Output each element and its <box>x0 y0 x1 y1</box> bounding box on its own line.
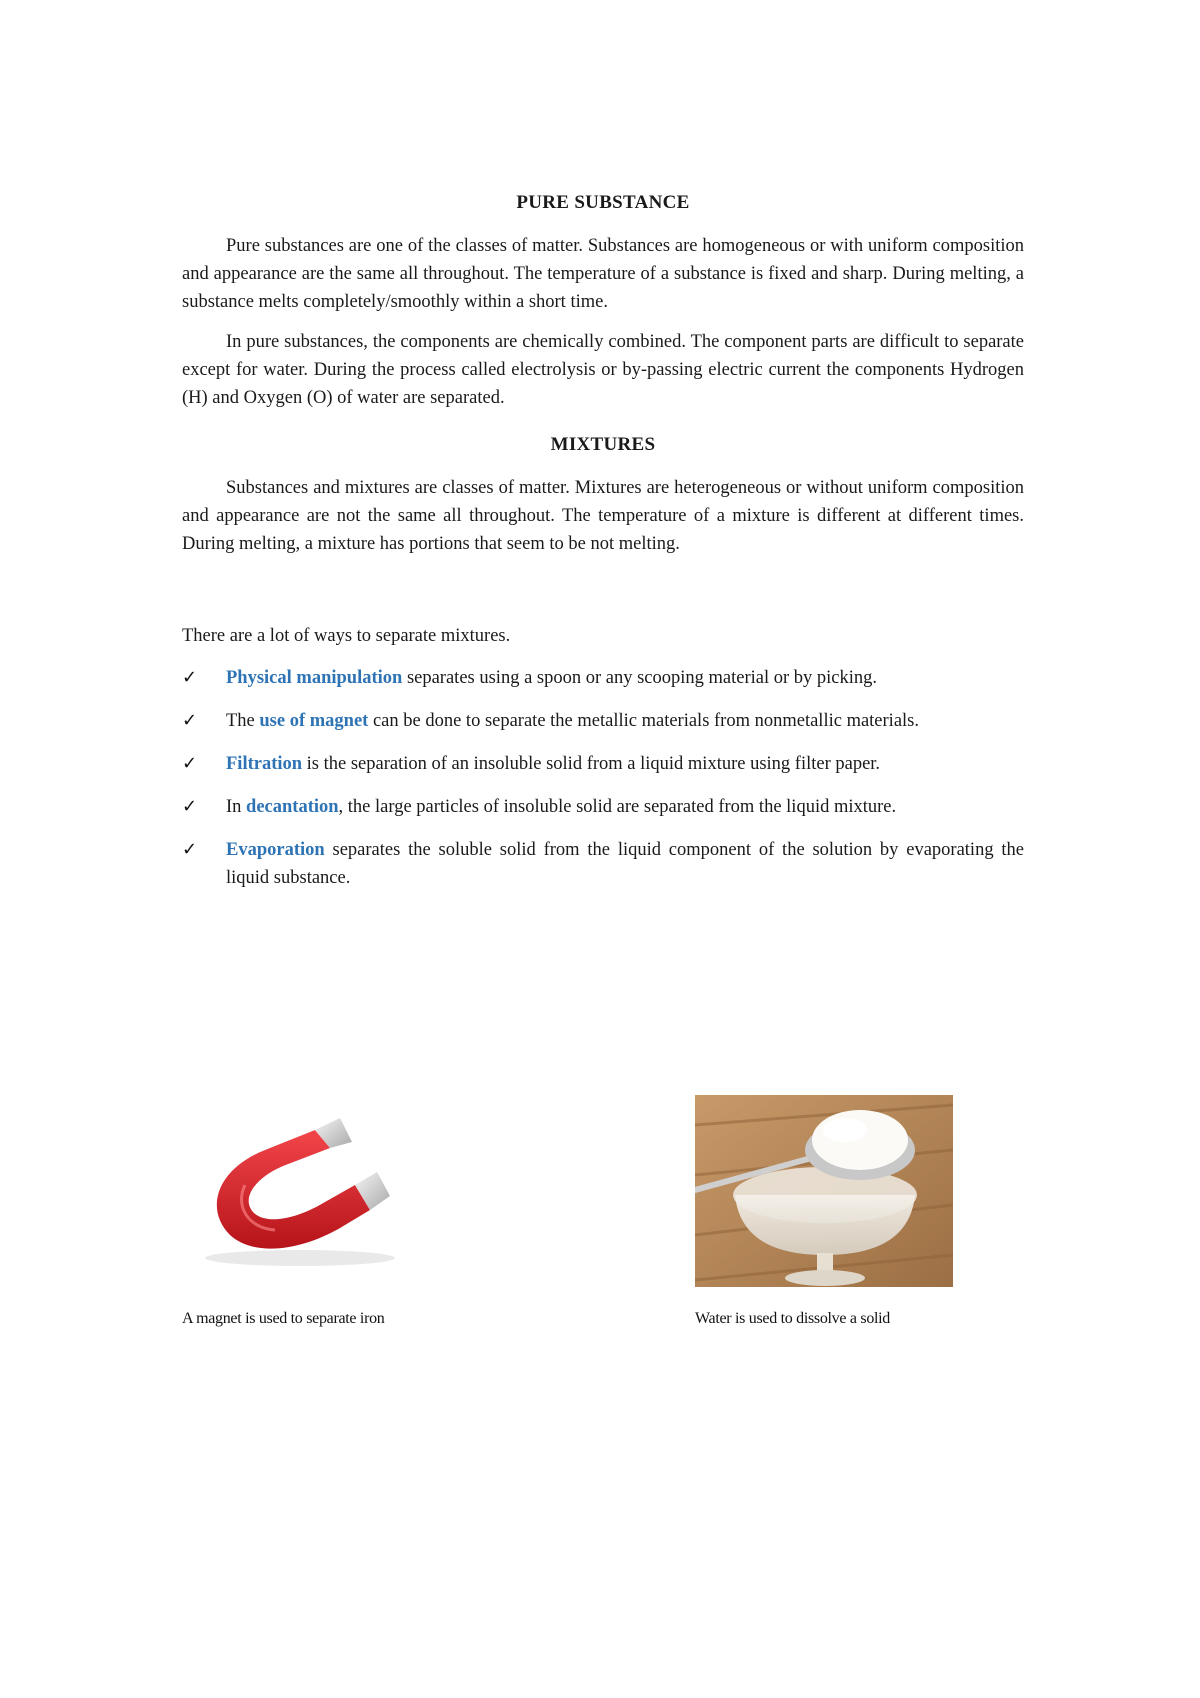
magnet-caption: A magnet is used to separate iron <box>182 1310 385 1327</box>
paragraph: Substances and mixtures are classes of matter. Mixtures are heterogeneous or without uniform composition and appearance are not the same all throughout. The temperature of a mixture is different at different times. During melting, a mixture has portions that seem to be not melting. <box>182 478 1024 554</box>
checkmark-icon: ✓ <box>182 753 198 774</box>
document-body <box>182 190 1024 907</box>
list-item: ✓ Evaporation separates the soluble solid from the liquid component of the solution by evaporating the liquid substance. <box>182 836 1024 892</box>
method-term: Physical manipulation <box>226 668 403 688</box>
list-item: ✓ Physical manipulation separates using a spoon or any scooping material or by picking. <box>182 664 1024 692</box>
horseshoe-magnet-icon <box>195 1090 405 1270</box>
solid-caption: Water is used to dissolve a solid <box>695 1310 891 1327</box>
paragraph: In pure substances, the components are chemically combined. The component parts are difficult to separate except for water. During the process called electrolysis or by-passing electric current the components Hydrogen (H) and Oxygen (O) of water are separated. <box>182 332 1024 408</box>
heading-mixtures: MIXTURES <box>550 434 656 455</box>
method-term: Evaporation <box>226 840 325 860</box>
separation-methods-list <box>182 664 1024 892</box>
list-item: ✓ The use of magnet can be done to separate the metallic materials from nonmetallic materials. <box>182 707 1024 735</box>
spoon-glass-icon <box>695 1095 953 1287</box>
checkmark-icon: ✓ <box>182 796 198 817</box>
methods-intro: There are a lot of ways to separate mixtures. <box>182 626 511 646</box>
heading-pure-substance: PURE SUBSTANCE <box>516 192 690 213</box>
checkmark-icon: ✓ <box>182 839 198 860</box>
checkmark-icon: ✓ <box>182 710 198 731</box>
paragraph: Pure substances are one of the classes of matter. Substances are homogeneous or with uniform composition and appearance are the same all throughout. The temperature of a substance is fixed and sharp. During melting, a substance melts completely/smoothly within a short time. <box>182 236 1024 312</box>
list-item: ✓ In decantation, the large particles of insoluble solid are separated from the liquid mixture. <box>182 793 1024 821</box>
method-term: Filtration <box>226 754 303 774</box>
list-item: ✓ Filtration is the separation of an insoluble solid from a liquid mixture using filter paper. <box>182 750 1024 778</box>
checkmark-icon: ✓ <box>182 667 198 688</box>
method-term: decantation <box>246 797 339 817</box>
method-term: use of magnet <box>259 711 369 731</box>
